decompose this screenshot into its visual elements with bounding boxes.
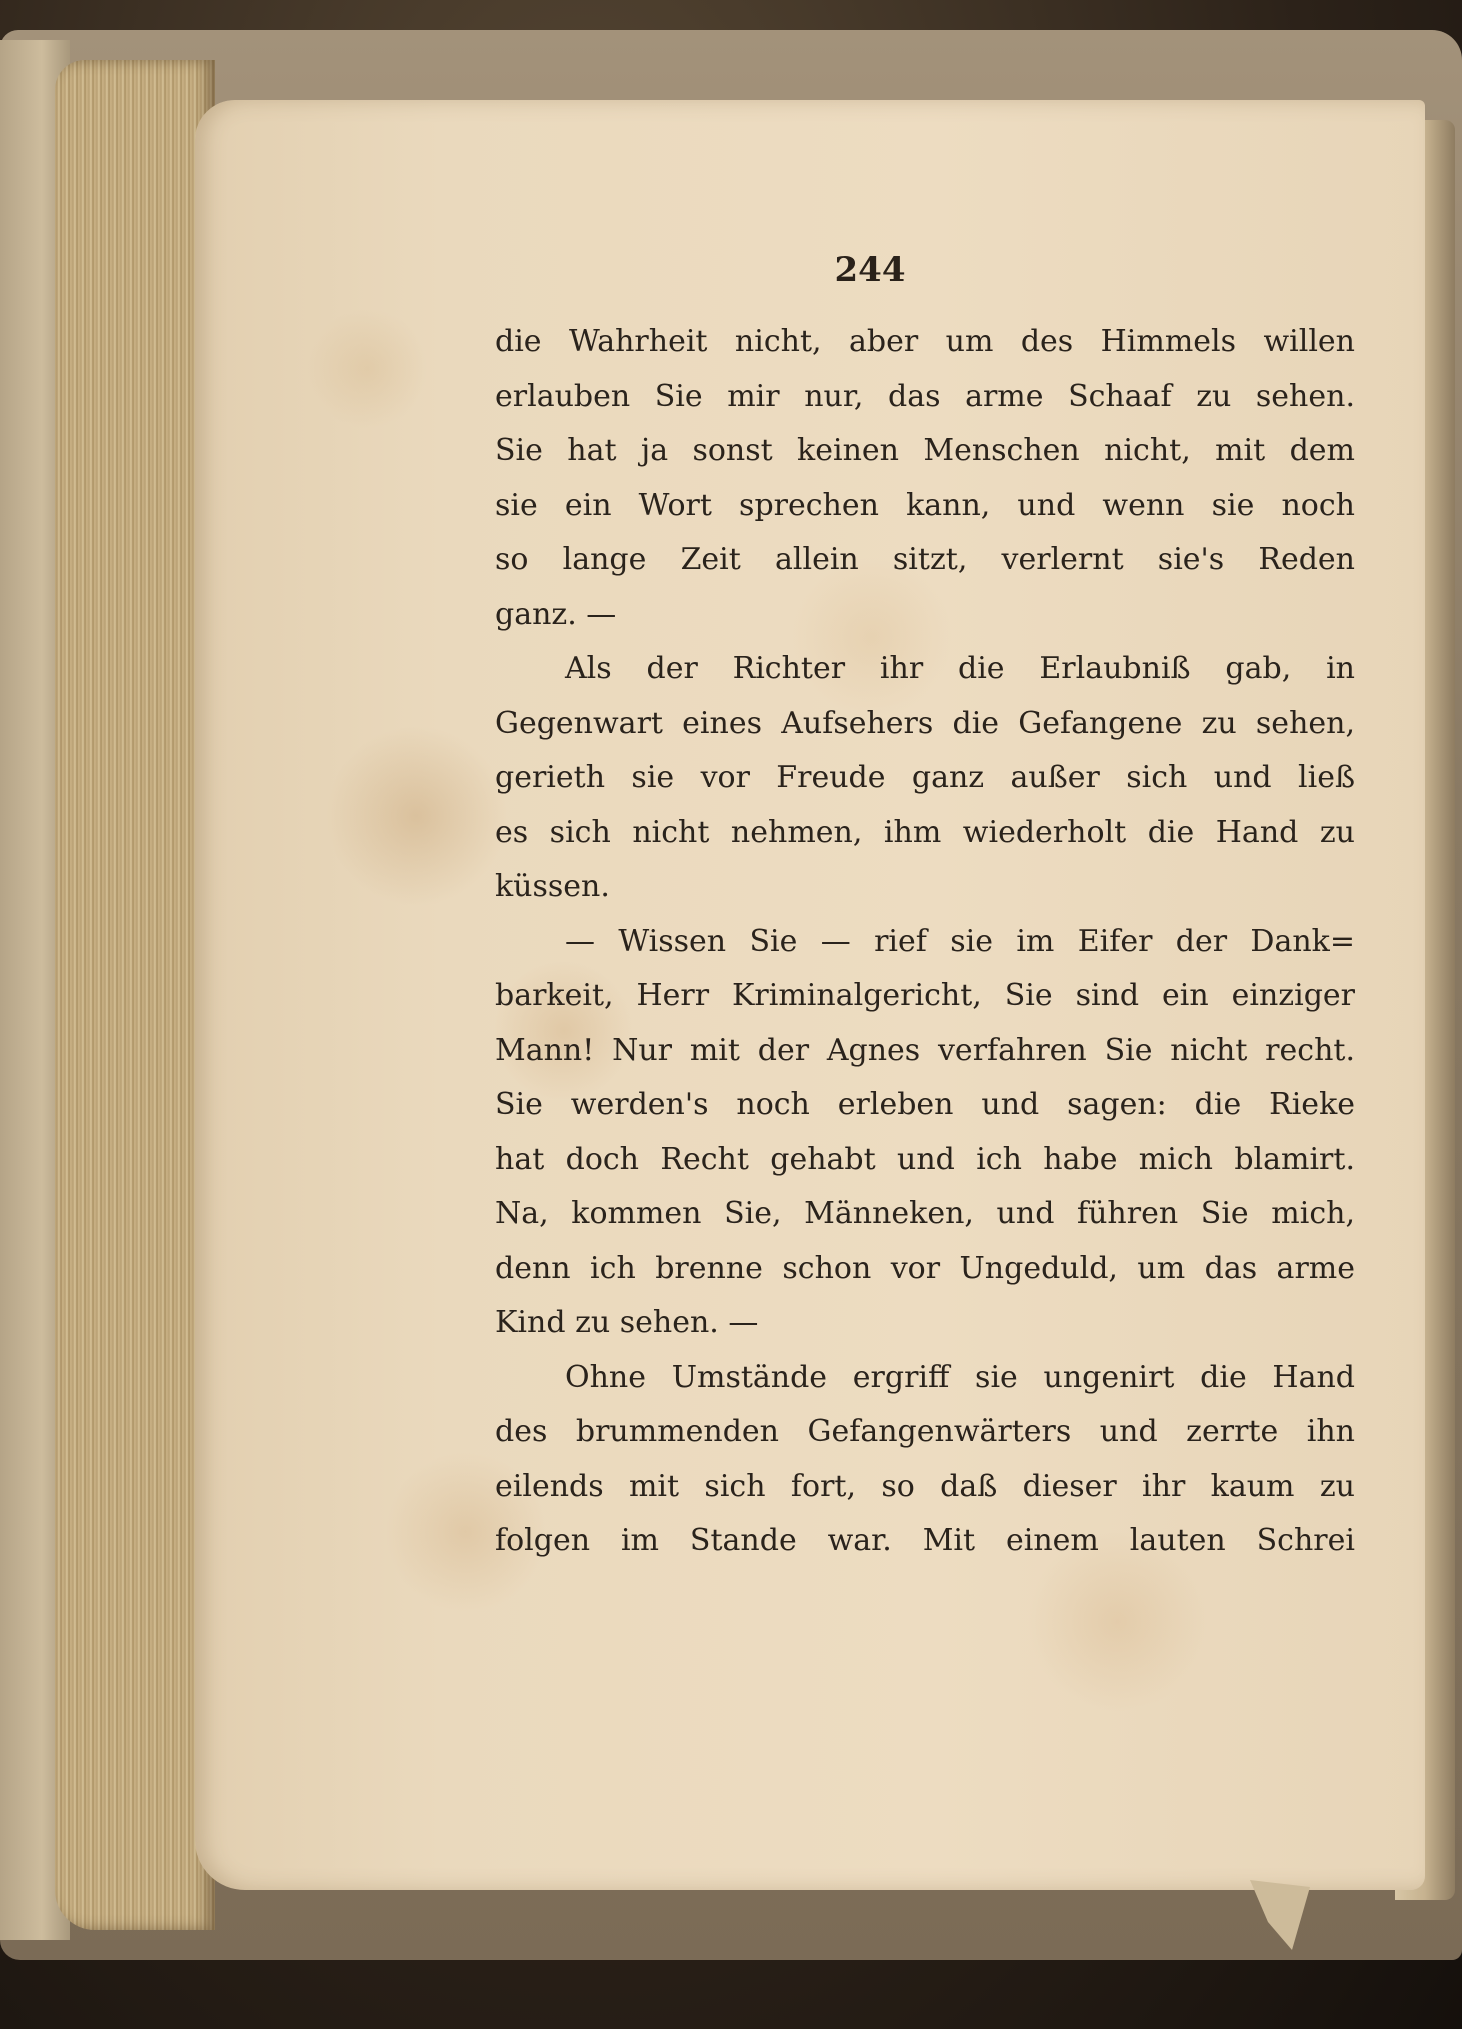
text-line: Ohne Umstände ergriff sie ungenirt die Hand (565, 1359, 1355, 1395)
page-number: 244 (834, 250, 906, 290)
text-line: Sie werden's noch erleben und sagen: die Rieke (495, 1087, 1355, 1122)
book-page (195, 100, 1425, 1890)
text-line: denn ich brenne schon vor Ungeduld, um das arme (495, 1250, 1355, 1286)
text-line: Als der Richter ihr die Erlaubniß gab, in (565, 651, 1355, 686)
text-line: Sie hat ja sonst keinen Menschen nicht, mit dem (495, 433, 1355, 468)
text-line: eilends mit sich fort, so daß dieser ihr kaum zu (495, 1468, 1355, 1504)
text-line: es sich nicht nehmen, ihm wiederholt die Hand zu (495, 814, 1355, 850)
paragraph (495, 915, 1355, 1351)
text-line: die Wahrheit nicht, aber um des Himmels willen (495, 324, 1355, 359)
text-line: hat doch Recht gehabt und ich habe mich blamirt. (495, 1141, 1355, 1177)
text-line: barkeit, Herr Kriminalgericht, Sie sind ein einziger (495, 978, 1355, 1013)
text-line: folgen im Stande war. Mit einem lauten Schrei (495, 1523, 1355, 1558)
text-line: Kind zu sehen. — (495, 1305, 759, 1340)
text-line: Gegenwart eines Aufsehers die Gefangene zu sehen, (495, 705, 1355, 741)
text-line: ganz. — (495, 596, 617, 632)
paragraph (495, 315, 1355, 642)
text-line: Na, kommen Sie, Männeken, und führen Sie mich, (495, 1196, 1355, 1231)
body-text (495, 315, 1355, 1569)
text-line: Mann! Nur mit der Agnes verfahren Sie nicht recht. (495, 1032, 1355, 1068)
paragraph (495, 1351, 1355, 1569)
text-line: gerieth sie vor Freude ganz außer sich und ließ (495, 760, 1355, 795)
text-line: sie ein Wort sprechen kann, und wenn sie noch (495, 487, 1355, 523)
page-edges (55, 60, 215, 1930)
paragraph (495, 642, 1355, 915)
text-line: erlauben Sie mir nur, das arme Schaaf zu sehen. (495, 378, 1355, 414)
text-line: — Wissen Sie — rief sie im Eifer der Dank= (565, 923, 1355, 959)
text-line: so lange Zeit allein sitzt, verlernt sie's Reden (495, 542, 1355, 577)
text-line: küssen. (495, 869, 610, 904)
text-line: des brummenden Gefangenwärters und zerrte ihn (495, 1414, 1355, 1449)
